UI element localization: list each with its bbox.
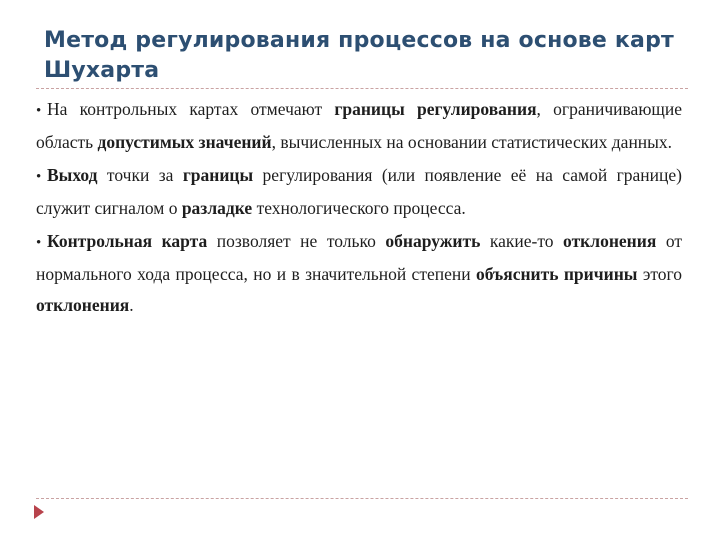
run-bold: Контрольная карта xyxy=(47,231,208,251)
run: позволяет не только xyxy=(207,231,386,251)
top-divider xyxy=(36,88,688,89)
run-bold: допустимых значений xyxy=(97,132,272,152)
run-bold: Выход xyxy=(47,165,98,185)
run-bold: границы xyxy=(182,165,254,185)
run: какие-то xyxy=(480,231,564,251)
bottom-divider xyxy=(36,498,688,499)
bullet-icon: • xyxy=(36,169,42,185)
bullet-paragraph-3 xyxy=(36,226,682,321)
run: На контрольных картах отмечают xyxy=(47,99,335,119)
bullet-paragraph-2 xyxy=(36,160,682,224)
run: точки за xyxy=(97,165,183,185)
run-bold: границы регулирования xyxy=(334,99,537,119)
run: технологического процесса. xyxy=(252,198,466,218)
bullet-paragraph-1 xyxy=(36,94,682,158)
run-bold: отклонения xyxy=(36,295,130,315)
slide-body xyxy=(36,94,682,323)
run-bold: объяснить причины xyxy=(475,264,638,284)
run: . xyxy=(129,295,134,315)
run-bold: обнаружить xyxy=(385,231,481,251)
bullet-icon: • xyxy=(36,103,42,119)
run: этого xyxy=(637,264,682,284)
run-bold: отклонения xyxy=(563,231,657,251)
run: , вычисленных на основании статистических данных. xyxy=(271,132,673,152)
slide-marker-icon xyxy=(34,505,44,519)
run: регулирования (или появление её на самой границе) служит сигналом о xyxy=(36,165,682,218)
slide-title: Метод регулирования процессов на основе карт Шухарта xyxy=(44,28,674,83)
run: от нормального хода процесса, но и в значительной степени xyxy=(36,231,683,284)
run-bold: разладке xyxy=(181,198,253,218)
bullet-icon: • xyxy=(36,235,42,251)
run: , ограничивающие область xyxy=(36,99,682,152)
